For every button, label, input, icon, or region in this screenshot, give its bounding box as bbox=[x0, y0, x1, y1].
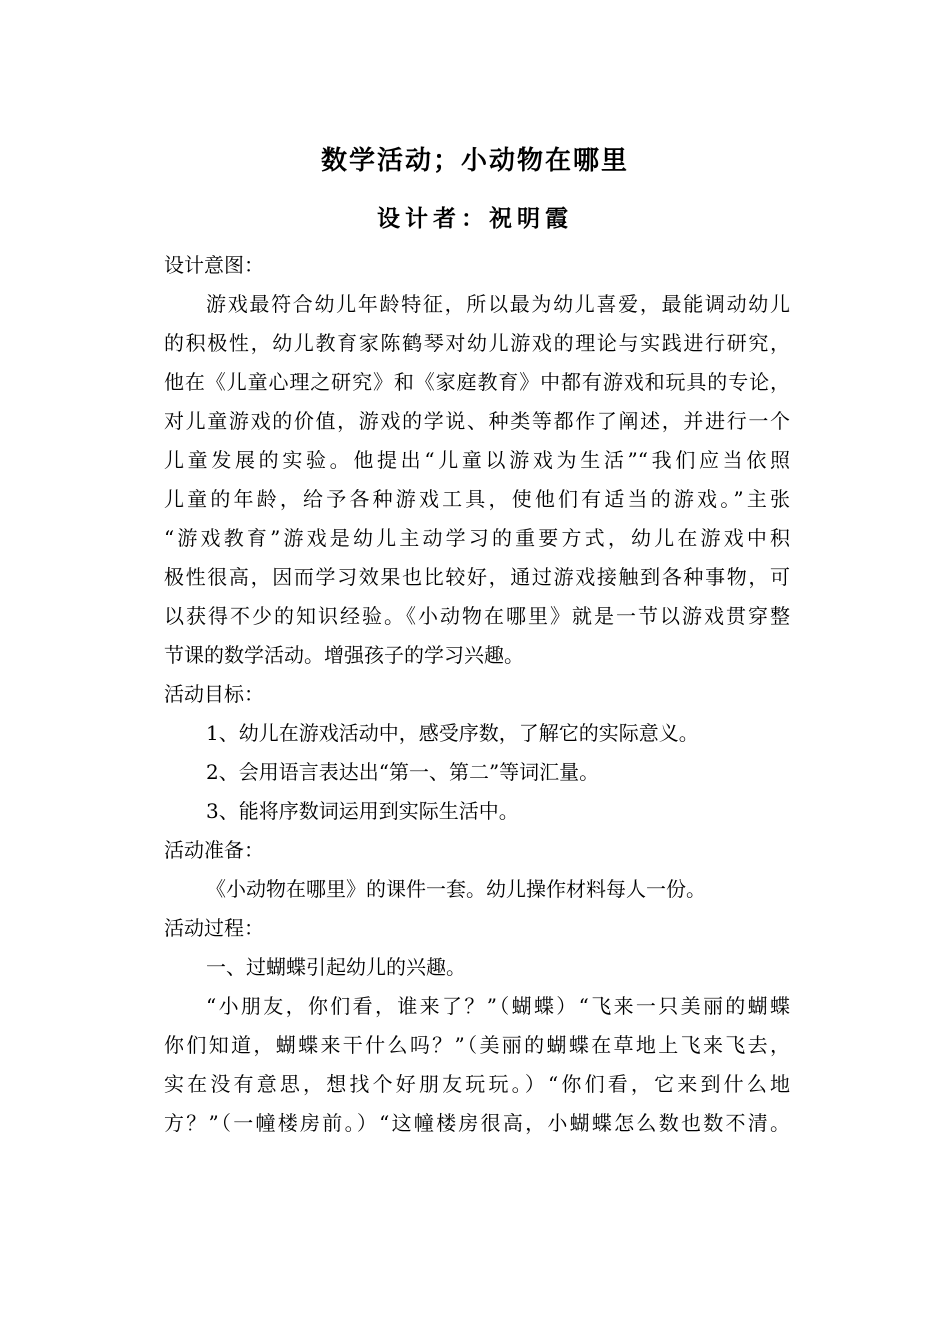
section-heading-process: 活动过程： bbox=[164, 916, 264, 940]
paragraph-line: 极性很高，因而学习效果也比较好，通过游戏接触到各种事物，可 bbox=[164, 565, 790, 589]
paragraph-line: 实在没有意思，想找个好朋友玩玩。）“你们看，它来到什么地 bbox=[164, 1072, 790, 1096]
paragraph-line: 他在《儿童心理之研究》和《家庭教育》中都有游戏和玩具的专论， bbox=[164, 370, 790, 394]
paragraph-line: 对儿童游戏的价值，游戏的学说、种类等都作了阐述，并进行一个 bbox=[164, 409, 790, 433]
process-step: 一、过蝴蝶引起幼儿的兴趣。 bbox=[206, 955, 466, 979]
paragraph-line: 游戏最符合幼儿年龄特征，所以最为幼儿喜爱，最能调动幼儿 bbox=[206, 292, 790, 316]
paragraph-line: “游戏教育”游戏是幼儿主动学习的重要方式，幼儿在游戏中积 bbox=[164, 526, 790, 550]
document-title: 数学活动；小动物在哪里 bbox=[320, 146, 629, 176]
paragraph-line: 儿童的年龄，给予各种游戏工具，使他们有适当的游戏。”主张 bbox=[164, 487, 790, 511]
goal-item: 3、能将序数词运用到实际生活中。 bbox=[206, 799, 519, 823]
goal-item: 1、幼儿在游戏活动中，感受序数，了解它的实际意义。 bbox=[206, 721, 699, 745]
document-body bbox=[164, 246, 790, 1143]
paragraph-line: 以获得不少的知识经验。《小动物在哪里》就是一节以游戏贯穿整 bbox=[164, 604, 790, 628]
paragraph-line: 你们知道，蝴蝶来干什么吗？”（美丽的蝴蝶在草地上飞来飞去， bbox=[164, 1033, 790, 1057]
section-heading-goals: 活动目标： bbox=[164, 682, 264, 706]
paragraph-line: 方？”（一幢楼房前。）“这幢楼房很高，小蝴蝶怎么数也数不清。 bbox=[164, 1111, 790, 1135]
paragraph-line: 节课的数学活动。增强孩子的学习兴趣。 bbox=[164, 643, 524, 667]
section-heading-prep: 活动准备： bbox=[164, 838, 264, 862]
goal-item: 2、会用语言表达出“第一、第二”等词汇量。 bbox=[206, 760, 600, 784]
paragraph-line: 的积极性，幼儿教育家陈鹤琴对幼儿游戏的理论与实践进行研究， bbox=[164, 331, 790, 355]
paragraph-line: “小朋友，你们看，谁来了？”（蝴蝶）“飞来一只美丽的蝴蝶 bbox=[206, 994, 790, 1018]
section-heading-intent: 设计意图： bbox=[164, 253, 264, 277]
prep-text: 《小动物在哪里》的课件一套。幼儿操作材料每人一份。 bbox=[206, 877, 706, 901]
document-author: 设计者：祝明霞 bbox=[377, 206, 573, 232]
paragraph-line: 儿童发展的实验。他提出“儿童以游戏为生活”“我们应当依照 bbox=[164, 448, 790, 472]
